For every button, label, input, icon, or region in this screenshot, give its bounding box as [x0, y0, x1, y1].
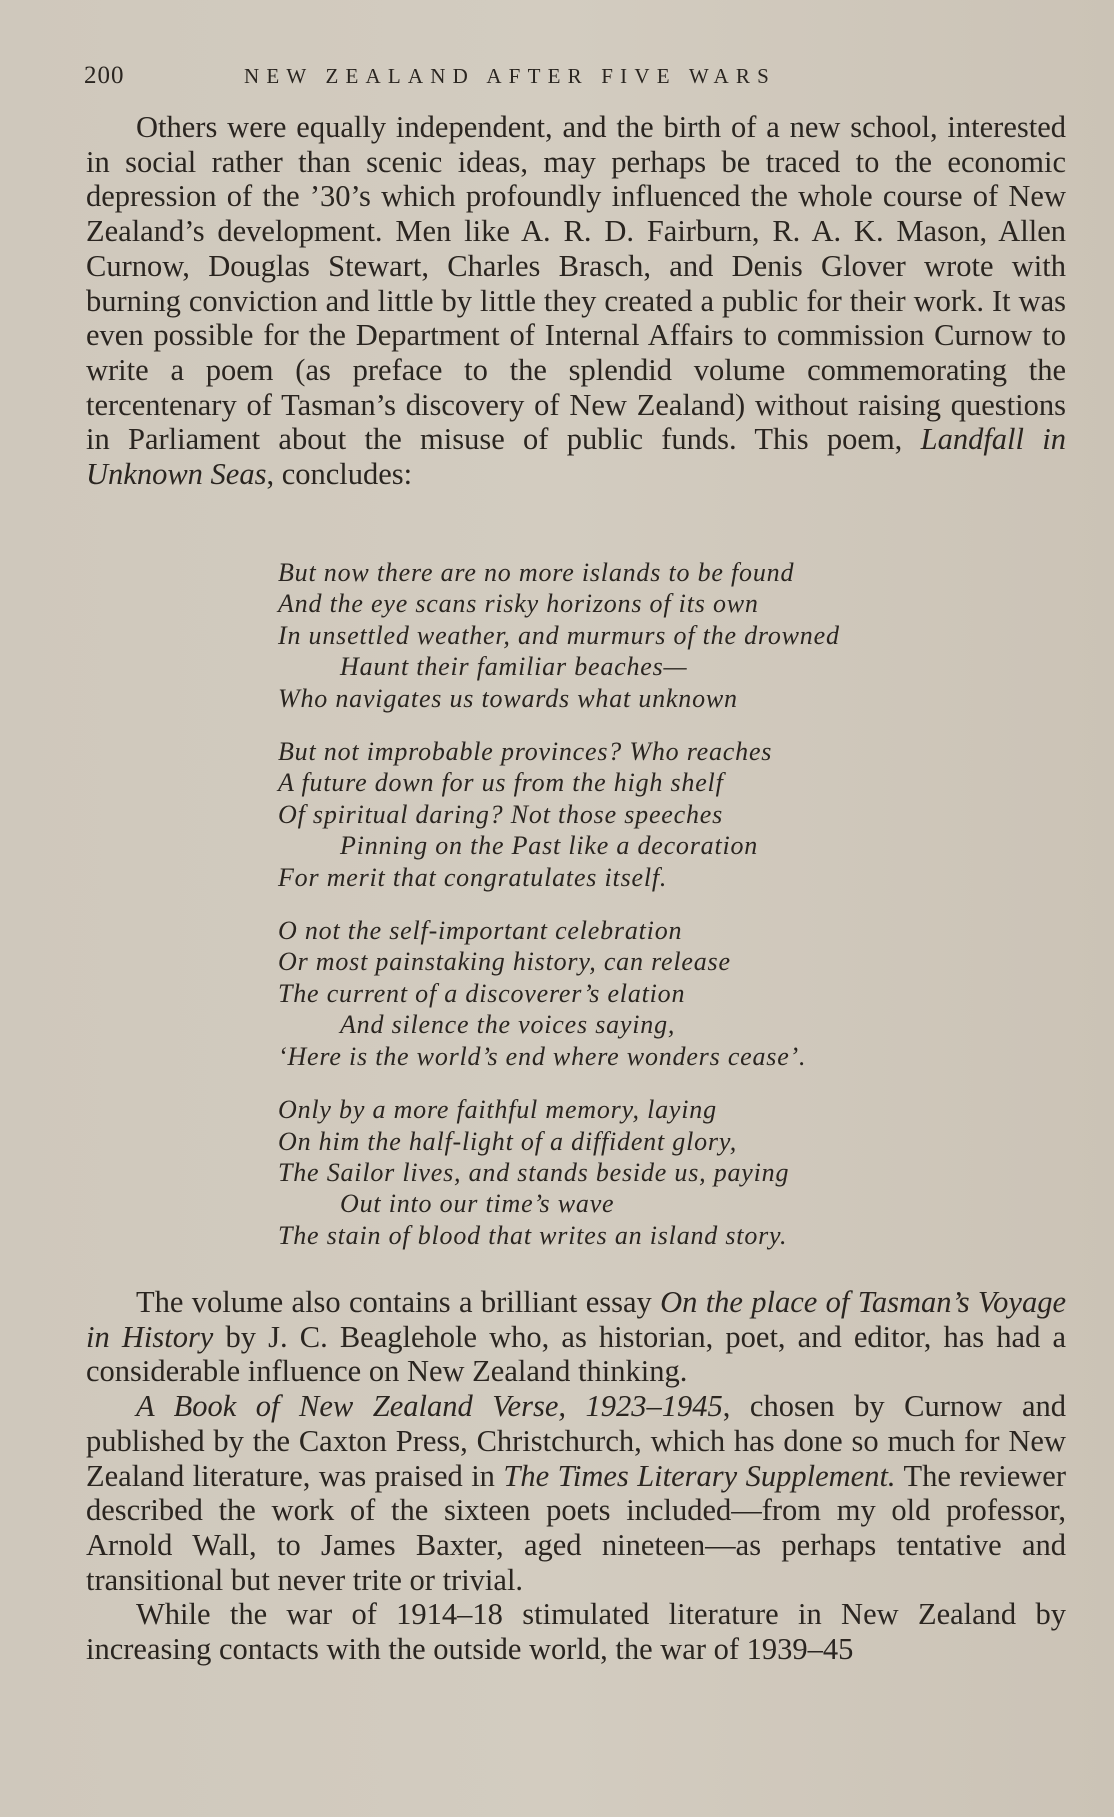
- page-number: 200: [84, 62, 125, 89]
- poem-line: Or most painstaking history, can release: [278, 947, 731, 977]
- poem-line: The stain of blood that writes an island story.: [278, 1220, 788, 1250]
- poem-line: In unsettled weather, and murmurs of the drowned: [278, 620, 840, 650]
- running-title: NEW ZEALAND AFTER FIVE WARS: [244, 64, 776, 88]
- poem-line: ‘Here is the world’s end where wonders cease’.: [278, 1041, 807, 1071]
- poem-line: Out into our time’s wave: [340, 1189, 615, 1219]
- poem-line: And the eye scans risky horizons of its own: [278, 589, 759, 619]
- poem-line: A future down for us from the high shelf: [278, 768, 724, 798]
- paragraph-text: The volume also contains a brilliant essay: [136, 1285, 661, 1319]
- poem-line: Only by a more faithful memory, laying: [278, 1095, 717, 1125]
- paragraph-text: While the war of 1914–18 stimulated literature in New Zealand by increasing contacts with the outside world, the war of 1939–45: [86, 1597, 1066, 1667]
- paragraph-text: , chosen by Curnow and published by the Caxton Press, Christchurch, which has done so much for New Zealand literature, was praised in: [86, 1389, 1066, 1493]
- poem-line: Pinning on the Past like a decoration: [340, 831, 759, 861]
- poem-line: O not the self-important celebration: [278, 916, 683, 946]
- poem-line: For merit that congratulates itself.: [278, 862, 668, 892]
- poem-line: Of spiritual daring? Not those speeches: [278, 799, 724, 829]
- poem-title: Landfall in Unknown Seas: [86, 422, 1067, 492]
- page-header: [84, 62, 1084, 102]
- intro-text: Others were equally independent, and the birth of a new school, interested in social rather than scenic ideas, may perhaps be traced to the economic depression of the ’30’s which profoundly influenced the whole course of New Zealand’s development. Men like A. R. D. Fairburn, R. A. K. Mason, Allen Curnow, Douglas Stewart, Charles Brasch, and Denis Glover wrote with burning conviction and little by little they created a public for their work. It was even possible for the Department of Internal Affairs to commission Curnow to write a poem (as preface to the splendid volume commemorating the tercentenary of Tasman’s discovery of New Zealand) without raising questions in Parliament about the misuse of public funds. This poem,: [86, 110, 1066, 457]
- poem-stanza: [278, 736, 998, 893]
- poem-line: And silence the voices saying,: [340, 1010, 676, 1040]
- journal-title: The Times Literary Supplement.: [503, 1458, 896, 1493]
- poem-stanza: [278, 557, 998, 714]
- poem-stanza: [278, 1094, 998, 1251]
- poem-line: But now there are no more islands to be found: [278, 558, 795, 587]
- poem-line: On him the half-light of a diffident glory,: [278, 1126, 738, 1156]
- poem-line: The Sailor lives, and stands beside us, paying: [278, 1157, 790, 1187]
- poem-line: Who navigates us towards what unknown: [278, 683, 738, 713]
- paragraph-text: by J. C. Beaglehole who, as historian, poet, and editor, has had a considerable influence on New Zealand thinking.: [86, 1319, 1066, 1389]
- paragraph-text: The reviewer described the work of the sixteen poets included—from my old professor, Arnold Wall, to James Baxter, aged nineteen—as perhaps tentative and transitional but never trite or trivial.: [86, 1458, 1066, 1597]
- anthology-title: A Book of New Zealand Verse, 1923–1945: [136, 1389, 723, 1424]
- essay-title: On the place of Tasman’s Voyage in History: [86, 1285, 1066, 1354]
- poem-stanza: [278, 915, 998, 1072]
- poem-line: Haunt their familiar beaches—: [340, 652, 688, 682]
- intro-text-end: , concludes:: [266, 457, 413, 492]
- paragraph-war: [86, 1597, 1066, 1666]
- poem-line: The current of a discoverer’s elation: [278, 978, 686, 1008]
- paragraph-anthology: [86, 1389, 1066, 1597]
- poem-excerpt: [278, 557, 998, 1273]
- intro-paragraph: [86, 110, 1066, 492]
- poem-line: But not improbable provinces? Who reaches: [278, 737, 773, 767]
- paragraph-beaglehole: [86, 1285, 1066, 1389]
- closing-paragraphs: [86, 1285, 1066, 1667]
